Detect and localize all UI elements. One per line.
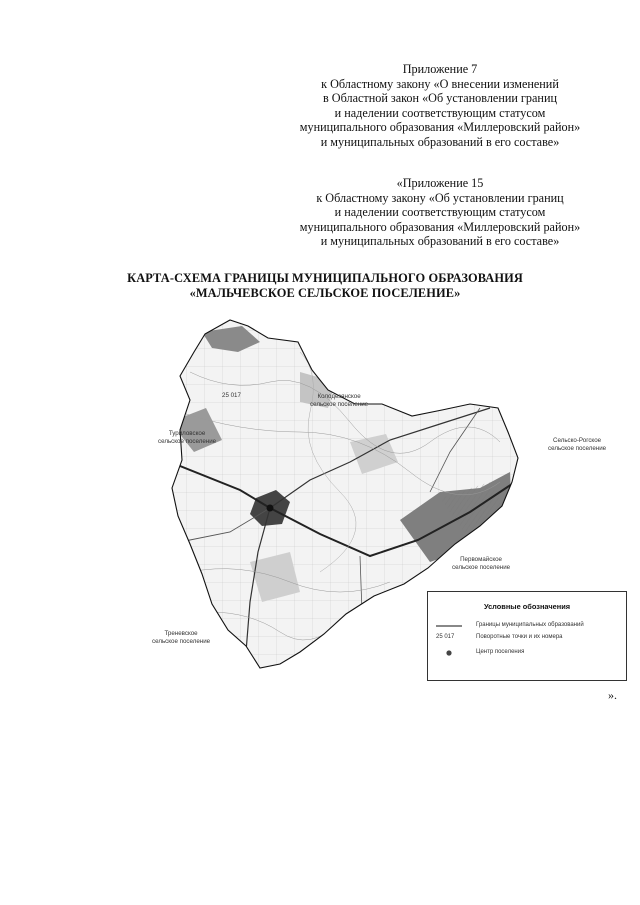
neighbor-label-southeast: Первомайское сельское поселение — [452, 556, 511, 571]
appendix-15-block — [270, 176, 610, 249]
appendix-15-line: муниципального образования «Миллеровский район» — [299, 219, 581, 234]
neighbor-label-north: Колодезянское сельское поселение — [310, 393, 369, 408]
appendix-15-line: к Областному закону «Об установлении границ — [316, 190, 564, 205]
appendix-15-heading: «Приложение 15 — [396, 176, 484, 190]
neighbor-label-west: Туриловское сельское поселение — [158, 430, 217, 445]
appendix-7-line: и наделении соответствующим статусом — [334, 105, 546, 120]
title-line-2: «МАЛЬЧЕВСКОЕ СЕЛЬСКОЕ ПОСЕЛЕНИЕ» — [189, 286, 461, 300]
neighbor-label-southwest: Треневское сельское поселение — [152, 630, 211, 645]
legend-item-boundary: Границы муниципальных образований — [436, 621, 622, 633]
appendix-7-heading: Приложение 7 — [402, 62, 478, 76]
closing-quote: ». — [608, 688, 617, 702]
legend-title: Условные обозначения — [483, 602, 571, 611]
appendix-15-line: и муниципальных образований в его составе» — [320, 234, 560, 249]
map-turning-point-label: 25 017 — [222, 392, 241, 399]
center-dot-icon — [436, 648, 462, 658]
map-legend — [427, 591, 627, 681]
document-title — [90, 271, 560, 301]
appendix-15-line: и наделении соответствующим статусом — [334, 205, 546, 220]
appendix-7-line: к Областному закону «О внесении изменений — [321, 76, 559, 91]
legend-item-center: Центр поселения — [436, 648, 622, 660]
legend-item-turning-point: 25 017 Поворотные точки и их номера — [436, 633, 622, 645]
neighbor-label-east: Сельско-Рогское сельское поселение — [548, 437, 607, 452]
appendix-7-line: в Областной закон «Об установлении границ — [322, 91, 557, 106]
boundary-line-icon — [436, 621, 462, 631]
appendix-7-block — [270, 62, 610, 150]
title-line-1: КАРТА-СХЕМА ГРАНИЦЫ МУНИЦИПАЛЬНОГО ОБРАЗОВАНИЯ — [127, 271, 523, 285]
appendix-7-line: и муниципальных образований в его составе» — [320, 134, 560, 149]
turning-point-icon: 25 017 — [436, 634, 455, 640]
appendix-7-line: муниципального образования «Миллеровский район» — [299, 120, 581, 135]
